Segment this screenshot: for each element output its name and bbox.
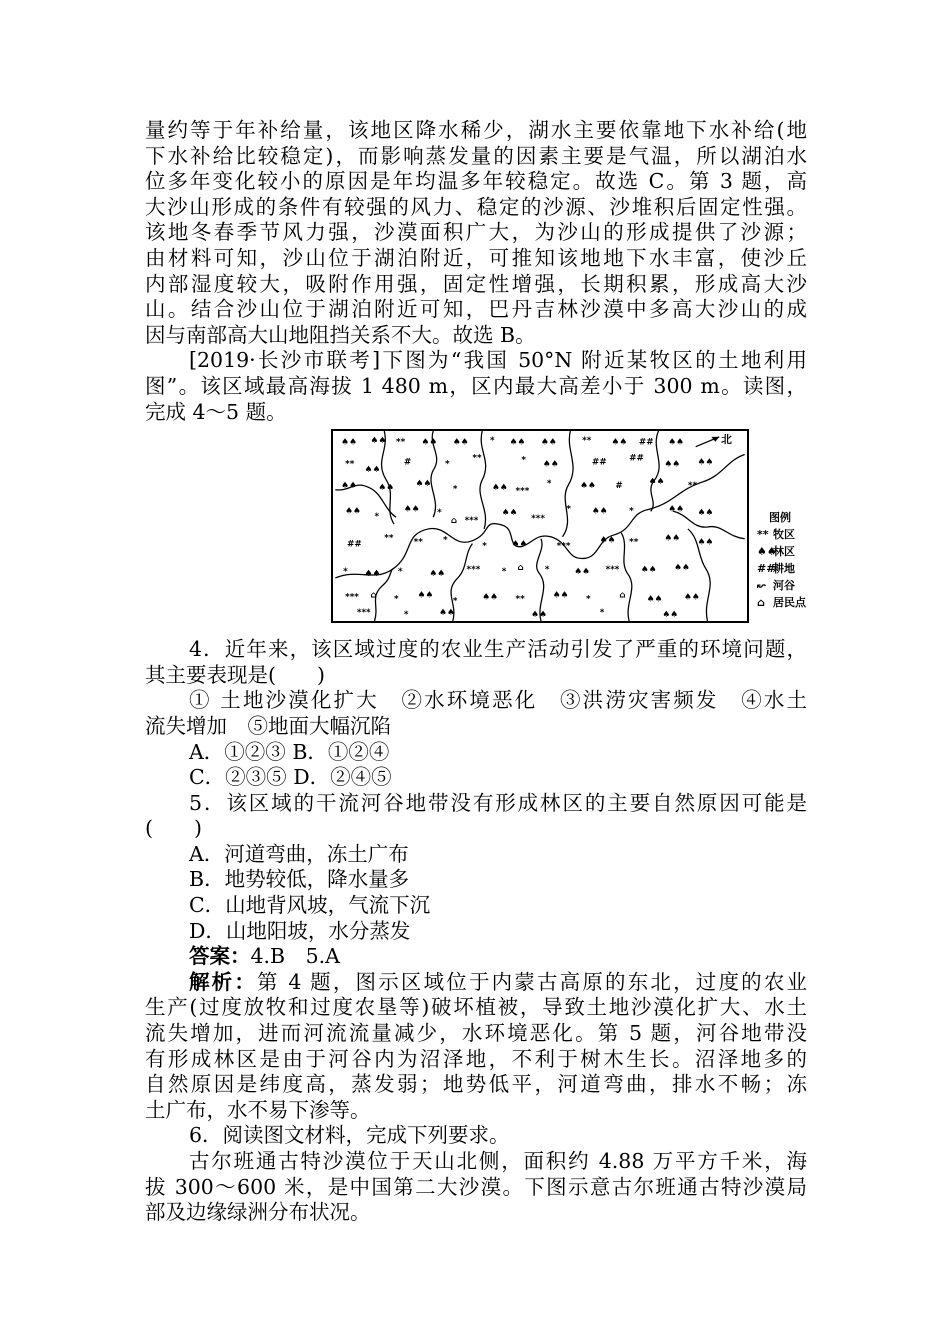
farmland-icon: ## bbox=[757, 562, 776, 576]
farmland-symbol: # bbox=[615, 480, 623, 491]
text-line: 生产(过度放牧和过度农垦等)破坏植被，导致土地沙漠化扩大、水土 bbox=[145, 995, 807, 1020]
forest-symbol: ♠♠ bbox=[697, 457, 714, 468]
pasture-symbol: * bbox=[544, 565, 550, 576]
pasture-symbol: *** bbox=[466, 565, 481, 576]
question-4 bbox=[145, 637, 807, 791]
settlement-icon: ⌂ bbox=[757, 596, 765, 610]
tributary-north-3 bbox=[480, 431, 486, 529]
forest-symbol: ♠♠ bbox=[415, 478, 432, 489]
pasture-symbol: ** bbox=[413, 537, 423, 548]
forest-icon: ♠♠ bbox=[757, 545, 777, 559]
text-line: 部及边缘绿洲分布状况。 bbox=[145, 1200, 371, 1225]
forest-symbol: ♠♠ bbox=[640, 565, 657, 576]
text-line: 大沙山形成的条件有较强的风力、稳定的沙源、沙堆积后固定性强。 bbox=[145, 194, 807, 219]
pasture-symbol: *** bbox=[464, 516, 479, 527]
forest-symbol: ♠♠ bbox=[501, 508, 518, 519]
pasture-symbol: * bbox=[586, 594, 591, 605]
settlement-symbol: ⌂ bbox=[517, 563, 524, 574]
forest-symbol: ♠♠ bbox=[662, 610, 679, 621]
forest-symbol: ♠♠ bbox=[511, 539, 528, 550]
analysis-paragraph-q1-3 bbox=[145, 118, 807, 348]
text-line: 自然原因是纬度高，蒸发弱；地势低平，河道弯曲，排水不畅；冻 bbox=[145, 1072, 807, 1097]
legend-item-settlement bbox=[757, 594, 806, 611]
question-intro bbox=[145, 348, 807, 425]
text-line: 量约等于年补给量，该地区降水稀少，湖水主要依靠地下水补给(地 bbox=[145, 118, 807, 142]
forest-symbol: ♠♠ bbox=[591, 506, 608, 517]
analysis-first: 第 4 题，图示区域位于内蒙古高原的东北，过度的农业 bbox=[257, 969, 807, 994]
answer-option: C．山地背风坡，气流下沉 bbox=[189, 893, 431, 918]
document-body bbox=[145, 118, 807, 1226]
legend-item-river bbox=[757, 577, 806, 594]
forest-symbol: ♠♠ bbox=[439, 608, 455, 619]
question-stem: ( ) bbox=[145, 816, 202, 841]
pasture-symbol: * bbox=[443, 535, 448, 546]
answer-option: D．山地阳坡，水分蒸发 bbox=[189, 918, 411, 943]
pasture-symbol: * bbox=[437, 508, 442, 519]
question-stem: 4．近年来，该区域过度的农业生产活动引发了严重的环境问题， bbox=[189, 637, 807, 662]
forest-symbol: ♠♠ bbox=[364, 465, 381, 476]
forest-symbol: ♠♠ bbox=[683, 592, 700, 603]
text-line bbox=[145, 970, 807, 996]
pasture-symbol: ** bbox=[472, 453, 482, 464]
text-line: 下水补给比较稳定)，而影响蒸发量的因素主要是气温，所以湖泊水 bbox=[145, 143, 807, 168]
pasture-symbol: * bbox=[397, 567, 403, 578]
answer-text: 4.B 5.A bbox=[250, 944, 340, 969]
pasture-symbol: *** bbox=[515, 486, 530, 497]
text-line: 山。结合沙山位于湖泊附近可知，巴丹吉林沙漠中多高大沙山的成 bbox=[145, 297, 807, 322]
pasture-symbol: * bbox=[599, 608, 605, 619]
pasture-symbol: * bbox=[629, 506, 634, 517]
legend-title: 图例 bbox=[769, 511, 791, 525]
map-legend bbox=[757, 509, 806, 611]
forest-symbol: ♠♠ bbox=[542, 459, 559, 470]
text-line: 有形成林区是由于河谷内为沼泽地，不利于树木生长。沼泽地多的 bbox=[145, 1046, 807, 1071]
legend-label: 牧区 bbox=[773, 528, 795, 542]
legend-label: 林区 bbox=[773, 545, 795, 559]
pasture-symbol: * bbox=[546, 478, 552, 489]
forest-symbol: ♠♠ bbox=[531, 610, 547, 621]
map-symbols bbox=[341, 436, 713, 620]
pasture-symbol: * bbox=[374, 512, 380, 523]
north-arrow bbox=[696, 433, 732, 447]
forest-symbol: ♠♠ bbox=[574, 567, 591, 578]
tributary-north-4 bbox=[563, 431, 574, 537]
farmland-symbol: ## bbox=[638, 437, 654, 448]
forest-symbol: ♠♠ bbox=[668, 437, 685, 448]
answer-label: 答案： bbox=[189, 944, 251, 969]
legend-label: 河谷 bbox=[773, 579, 795, 593]
forest-symbol: ♠♠ bbox=[482, 592, 498, 603]
forest-symbol: ♠♠ bbox=[648, 477, 665, 488]
tributary-south-3 bbox=[537, 539, 544, 621]
settlement-symbol: ⌂ bbox=[450, 516, 458, 527]
farmland-symbol: ## bbox=[629, 453, 644, 464]
question-items: 流失增加 ⑤地面大幅沉陷 bbox=[145, 713, 391, 738]
forest-symbol: ♠♠ bbox=[552, 590, 569, 601]
analysis-label: 解析： bbox=[189, 969, 258, 994]
text-line: [2019·长沙市联考]下图为“我国 50°N 附近某牧区的土地利用 bbox=[189, 348, 807, 373]
settlement-symbol: ⌂ bbox=[619, 590, 626, 601]
legend-item-forest bbox=[757, 543, 806, 560]
forest-symbol: ♠♠ bbox=[370, 435, 387, 446]
forest-symbol: ♠♠ bbox=[697, 508, 714, 519]
legend-item-farmland bbox=[757, 560, 806, 577]
pasture-symbol: *** bbox=[605, 565, 620, 576]
forest-symbol: ♠♠ bbox=[341, 480, 357, 491]
text-line: 该地冬春季节风力强，沙漠面积广大，为沙山的形成提供了沙源； bbox=[145, 220, 807, 245]
question-items: ① 土地沙漠化扩大 ②水环境恶化 ③洪涝灾害频发 ④水土 bbox=[189, 688, 807, 713]
text-line: 土广布，水不易下渗等。 bbox=[145, 1097, 371, 1122]
pasture-symbol: * bbox=[490, 435, 495, 446]
forest-symbol: ♠♠ bbox=[341, 437, 357, 448]
answer-option: B．地势较低，降水量多 bbox=[189, 867, 410, 892]
forest-symbol: ♠♠ bbox=[452, 437, 469, 448]
pasture-symbol: *** bbox=[345, 592, 359, 603]
farmland-symbol: ## bbox=[347, 539, 362, 550]
answer-option: C．②③⑤ D．②④⑤ bbox=[189, 765, 392, 790]
legend-label: 耕地 bbox=[773, 562, 795, 576]
pasture-symbol: * bbox=[445, 459, 450, 470]
forest-symbol: ♠♠ bbox=[611, 437, 628, 448]
forest-symbol: ♠♠ bbox=[417, 590, 434, 601]
pasture-symbol: ** bbox=[687, 480, 698, 491]
question-6 bbox=[145, 1123, 807, 1225]
forest-symbol: ♠♠ bbox=[674, 563, 690, 574]
forest-symbol: ♠♠ bbox=[364, 569, 381, 580]
forest-symbol: ♠♠ bbox=[668, 504, 685, 515]
text-line: 图”。该区域最高海拔 1 480 m，区内最大高差小于 300 m。读图， bbox=[145, 373, 807, 398]
text-line: 拔 300～600 米，是中国第二大沙漠。下图示意古尔班通古特沙漠局 bbox=[145, 1174, 807, 1199]
forest-symbol: ♠♠ bbox=[345, 506, 361, 517]
answer-line bbox=[145, 944, 807, 970]
forest-symbol: ♠♠ bbox=[599, 535, 616, 546]
forest-symbol: ♠♠ bbox=[429, 569, 446, 580]
forest-symbol: ♠♠ bbox=[378, 482, 395, 493]
pasture-symbol: * bbox=[343, 567, 348, 578]
analysis-paragraph-q4-5 bbox=[145, 970, 807, 1124]
pasture-icon: ** bbox=[757, 528, 769, 542]
text-line: 由材料可知，沙山位于湖泊附近，可推知该地地下水丰富，使沙丘 bbox=[145, 245, 807, 270]
pasture-symbol: * bbox=[501, 567, 507, 578]
pasture-symbol: *** bbox=[531, 514, 545, 525]
forest-symbol: ♠♠ bbox=[509, 437, 526, 448]
forest-symbol: ♠♠ bbox=[403, 504, 420, 515]
question-stem: 6．阅读图文材料，完成下列要求。 bbox=[189, 1123, 510, 1148]
forest-symbol: ♠♠ bbox=[697, 537, 714, 548]
forest-symbol: ♠♠ bbox=[664, 459, 681, 470]
legend-label: 居民点 bbox=[773, 596, 806, 610]
legend-item-pasture bbox=[757, 526, 806, 543]
forest-symbol: ♠♠ bbox=[664, 533, 681, 544]
pasture-symbol: * bbox=[452, 484, 458, 495]
question-stem: 其主要表现是( ) bbox=[145, 662, 325, 687]
text-line: 完成 4～5 题。 bbox=[145, 399, 287, 424]
pasture-symbol: * bbox=[452, 596, 458, 607]
pasture-symbol: ** bbox=[629, 537, 639, 548]
pasture-symbol: *** bbox=[556, 541, 571, 552]
land-use-figure bbox=[145, 429, 807, 631]
forest-symbol: ♠♠ bbox=[540, 437, 557, 448]
text-line: 位多年变化较小的原因是年均温多年较稳定。故选 C。第 3 题，高 bbox=[145, 169, 807, 194]
land-use-map-svg bbox=[333, 431, 747, 621]
answer-option: A．①②③ B．①②④ bbox=[189, 739, 390, 764]
forest-symbol: ♠♠ bbox=[580, 480, 596, 491]
text-line: 内部湿度较大，吸附作用强，固定性增强，长期积累，形成高大沙 bbox=[145, 271, 807, 296]
question-stem: 5．该区域的干流河谷地带没有形成林区的主要自然原因可能是 bbox=[189, 790, 807, 815]
pasture-symbol: * bbox=[482, 541, 487, 552]
answer-option: A．河道弯曲，冻土广布 bbox=[189, 841, 409, 866]
forest-symbol: ♠♠ bbox=[421, 437, 438, 448]
pasture-symbol: ** bbox=[582, 435, 592, 446]
text-line: 流失增加，进而河流流量减少，水环境恶化。第 5 题，河谷地带没 bbox=[145, 1021, 807, 1046]
pasture-symbol: ** bbox=[515, 594, 525, 605]
forest-symbol: ♠♠ bbox=[492, 482, 508, 493]
pasture-symbol: ** bbox=[384, 533, 394, 544]
farmland-symbol: # bbox=[403, 457, 412, 468]
settlement-symbol: ⌂ bbox=[370, 590, 377, 601]
text-line: 因与南部高大山地阻挡关系不大。故选 B。 bbox=[145, 322, 536, 347]
pasture-symbol: ** bbox=[345, 459, 355, 470]
pasture-symbol: ** bbox=[396, 437, 406, 448]
pasture-symbol: * bbox=[566, 504, 572, 515]
pasture-symbol: * bbox=[403, 610, 409, 621]
text-line: 古尔班通古特沙漠位于天山北侧，面积约 4.88 万平方千米，海 bbox=[189, 1149, 807, 1173]
forest-symbol: ♠♠ bbox=[646, 594, 663, 605]
river-icon: ↜ bbox=[757, 579, 767, 593]
question-5 bbox=[145, 791, 807, 945]
north-label: 北 bbox=[721, 432, 732, 446]
pasture-symbol: *** bbox=[356, 608, 371, 619]
pasture-symbol: * bbox=[394, 594, 399, 605]
farmland-symbol: ## bbox=[591, 457, 607, 468]
land-use-map bbox=[331, 429, 749, 623]
pasture-symbol: * bbox=[521, 455, 527, 466]
